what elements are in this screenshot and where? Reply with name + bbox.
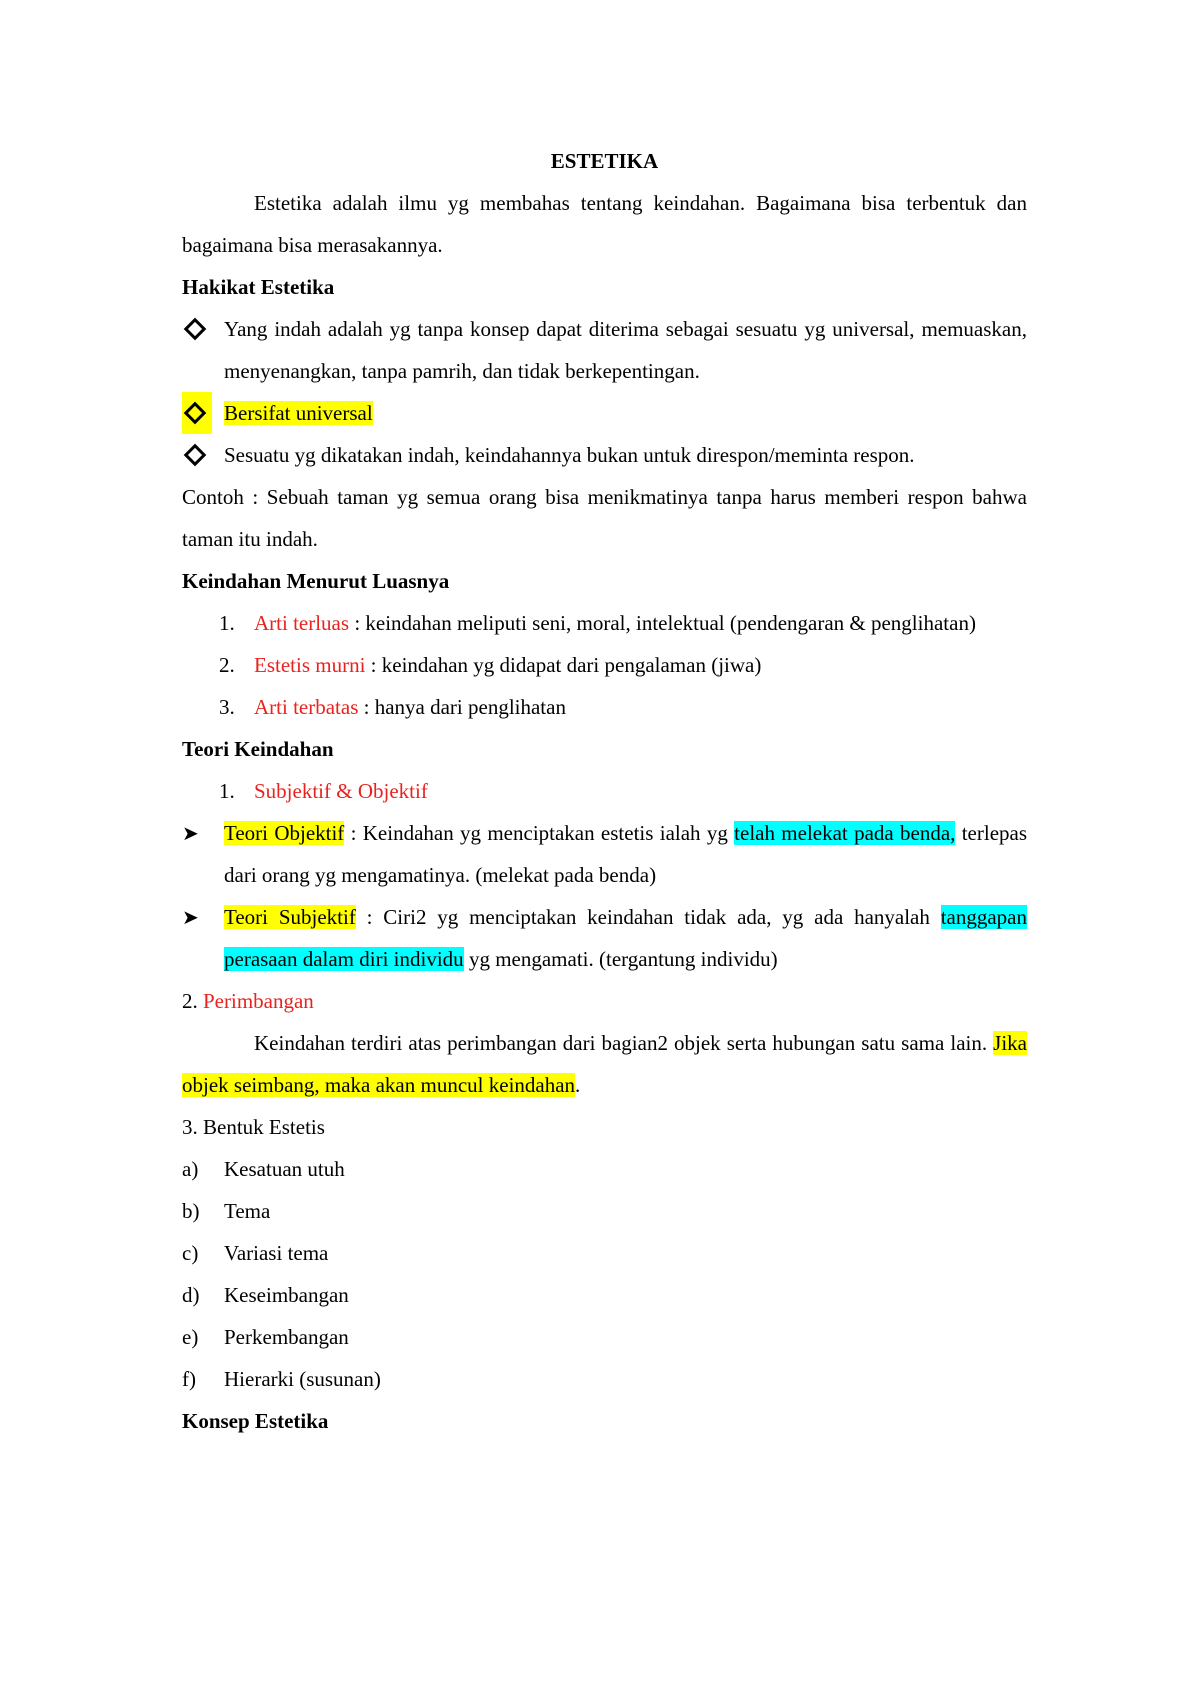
item-letter: a) [182, 1157, 199, 1181]
lettered-item [182, 1148, 1027, 1190]
item-desc: : keindahan meliputi seni, moral, intelektual (pendengaran & penglihatan) [349, 611, 976, 635]
numbered-item [182, 602, 1027, 644]
item-term: Arti terbatas [254, 695, 359, 719]
lettered-item [182, 1190, 1027, 1232]
numbered-item [182, 644, 1027, 686]
item-text: Hierarki (susunan) [224, 1367, 381, 1391]
item-number: 2. [219, 653, 235, 677]
item-text: Keseimbangan [224, 1283, 349, 1307]
item-term: Estetis murni [254, 653, 366, 677]
perimbangan-text: Keindahan terdiri atas perimbangan dari bagian2 objek serta hubungan satu sama lain. [254, 1031, 994, 1055]
term-subjektif: Teori Subjektif [224, 905, 356, 929]
term-objektif: Teori Objektif [224, 821, 345, 845]
objektif-text: : Keindahan yg menciptakan estetis ialah yg [344, 821, 735, 845]
diamond-bullet-icon [182, 308, 212, 350]
item-term: Subjektif & Objektif [254, 779, 428, 803]
intro-paragraph: Estetika adalah ilmu yg membahas tentang keindahan. Bagaimana bisa terbentuk dan bagaimana bisa merasakannya. [182, 191, 1027, 257]
item-number: 3. [219, 695, 235, 719]
objektif-text-end: terlepas dari orang yg mengamatinya. (melekat pada benda) [224, 821, 1028, 887]
perimbangan-text-end: . [575, 1073, 581, 1097]
numbered-item [182, 770, 1027, 812]
item-term: Arti terluas [254, 611, 350, 635]
heading-luasnya: Keindahan Menurut Luasnya [182, 569, 450, 593]
sub-heading-bentuk: 3. Bentuk Estetis [182, 1115, 325, 1139]
item-letter: c) [182, 1241, 199, 1265]
heading-hakikat: Hakikat Estetika [182, 275, 335, 299]
arrow-bullet-item [182, 896, 1027, 980]
item-desc: : keindahan yg didapat dari pengalaman (jiwa) [365, 653, 762, 677]
item-letter: f) [182, 1367, 196, 1391]
diamond-bullet-icon [182, 392, 212, 434]
numbered-item [182, 686, 1027, 728]
item-text: Variasi tema [224, 1241, 329, 1265]
perimbangan-highlight: Jika objek seimbang, maka akan muncul keindahan [182, 1031, 1027, 1097]
bullet-text: Sesuatu yg dikatakan indah, keindahannya bukan untuk direspon/meminta respon. [224, 443, 915, 467]
arrow-bullet-icon: ➤ [182, 823, 199, 845]
objektif-highlight: telah melekat pada benda, [734, 821, 956, 845]
item-number: 1. [219, 779, 235, 803]
heading-konsep: Konsep Estetika [182, 1409, 329, 1433]
bullet-item [182, 392, 1027, 434]
example-paragraph: Contoh : Sebuah taman yg semua orang bisa menikmatinya tanpa harus memberi respon bahwa taman itu indah. [182, 485, 1027, 551]
diamond-bullet-icon [182, 434, 212, 476]
item-letter: b) [182, 1199, 200, 1223]
item-text: Perkembangan [224, 1325, 349, 1349]
item-number: 1. [219, 611, 235, 635]
item-text: Kesatuan utuh [224, 1157, 345, 1181]
subjektif-text-end: yg mengamati. (tergantung individu) [463, 947, 778, 971]
subjektif-text: : Ciri2 yg menciptakan keindahan tidak ada, yg ada hanyalah [355, 905, 941, 929]
lettered-item [182, 1316, 1027, 1358]
arrow-bullet-icon: ➤ [182, 907, 199, 929]
bullet-item [182, 434, 1027, 476]
lettered-item [182, 1358, 1027, 1400]
bullet-text: Bersifat universal [224, 401, 373, 425]
lettered-item [182, 1274, 1027, 1316]
document-title: ESTETIKA [550, 149, 659, 173]
sub-heading-perimbangan [182, 980, 1027, 1022]
arrow-bullet-item [182, 812, 1027, 896]
item-letter: d) [182, 1283, 200, 1307]
perimbangan-paragraph [182, 1022, 1027, 1106]
lettered-item [182, 1232, 1027, 1274]
item-desc: : hanya dari penglihatan [358, 695, 566, 719]
subjektif-highlight: tanggapan perasaan dalam diri individu [224, 905, 1027, 971]
item-term: Perimbangan [203, 989, 314, 1013]
item-number: 2. [182, 989, 198, 1013]
item-letter: e) [182, 1325, 199, 1349]
item-text: Tema [224, 1199, 271, 1223]
heading-teori: Teori Keindahan [182, 737, 334, 761]
bullet-text: Yang indah adalah yg tanpa konsep dapat diterima sebagai sesuatu yg universal, memuaskan, menyenangkan, tanpa pamrih, dan tidak berkepentingan. [224, 317, 1027, 383]
bullet-item [182, 308, 1027, 392]
